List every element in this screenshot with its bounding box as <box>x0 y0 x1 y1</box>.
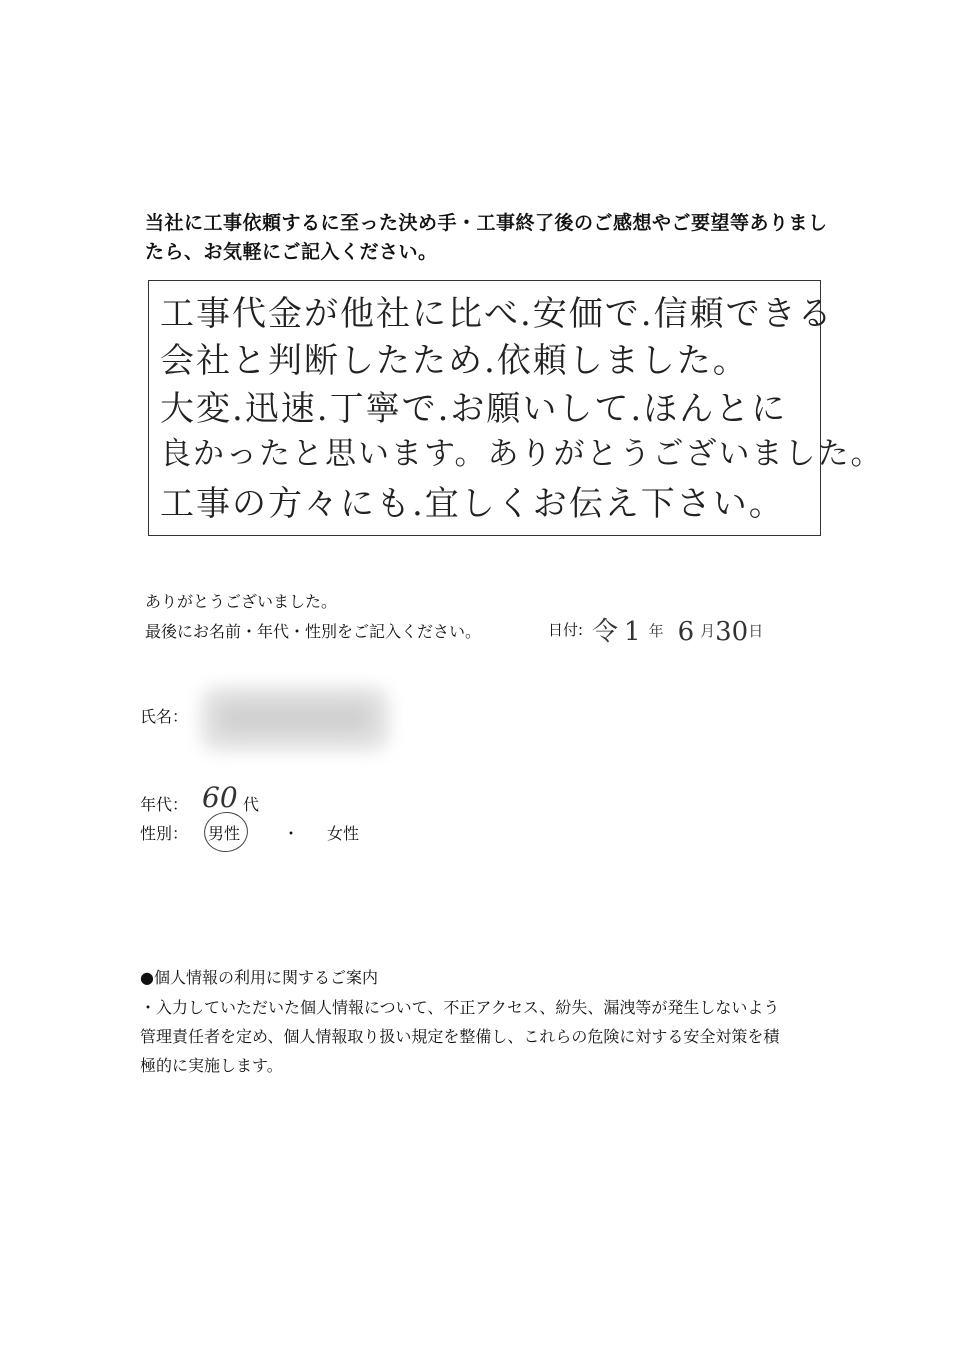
handwritten-answer-line-1: 工事代金が他社に比べ.安価で.信頼できる <box>160 294 834 334</box>
gender-separator: ・ <box>283 824 300 843</box>
date-year: 1 <box>624 617 641 647</box>
instruction-text: 最後にお名前・年代・性別をご記入ください。 <box>145 622 482 641</box>
privacy-text-line-3: 極的に実施します。 <box>140 1056 283 1075</box>
date-era: 令 <box>592 617 619 647</box>
handwritten-answer-line-3: 大変.迅速.丁寧で.お願いして.ほんとに <box>160 389 788 429</box>
date-year-unit: 年 <box>648 622 664 640</box>
gender-option-female: 女性 <box>327 824 360 843</box>
date-month-unit: 月 <box>700 622 716 640</box>
gender-label: 性別： <box>140 824 189 843</box>
handwritten-answer-line-4: 良かったと思います。ありがとうございました。 <box>160 436 884 472</box>
redacted-name-inner <box>215 702 375 734</box>
gender-option-male: 男性 <box>208 824 241 843</box>
date-label: 日付: <box>548 621 584 639</box>
date-day: 30 <box>715 617 749 647</box>
handwritten-answer-line-2: 会社と判断したため.依頼しました。 <box>160 341 749 381</box>
date-value <box>592 611 763 648</box>
date-day-unit: 日 <box>748 622 764 640</box>
age-value: 60 <box>202 781 238 814</box>
handwritten-answer-line-5: 工事の方々にも.宜しくお伝え下さい。 <box>160 484 785 524</box>
date-month: 6 <box>677 617 695 647</box>
age-unit: 代 <box>243 795 260 814</box>
question-line-1: 当社に工事依頼するに至った決め手・工事終了後のご感想やご要望等ありまし <box>145 212 828 234</box>
privacy-title: ●個人情報の利用に関するご案内 <box>140 968 378 987</box>
privacy-text-line-2: 管理責任者を定め、個人情報取り扱い規定を整備し、これらの危険に対する安全対策を積 <box>140 1027 780 1046</box>
age-label: 年代： <box>140 795 189 814</box>
name-label: 氏名： <box>140 707 189 726</box>
privacy-text-line-1: ・入力していただいた個人情報について、不正アクセス、紛失、漏洩等が発生しないよう <box>140 998 780 1017</box>
selection-circle <box>201 809 250 855</box>
question-line-2: たら、お気軽にご記入ください。 <box>145 241 438 263</box>
thanks-text: ありがとうございました。 <box>145 592 338 611</box>
